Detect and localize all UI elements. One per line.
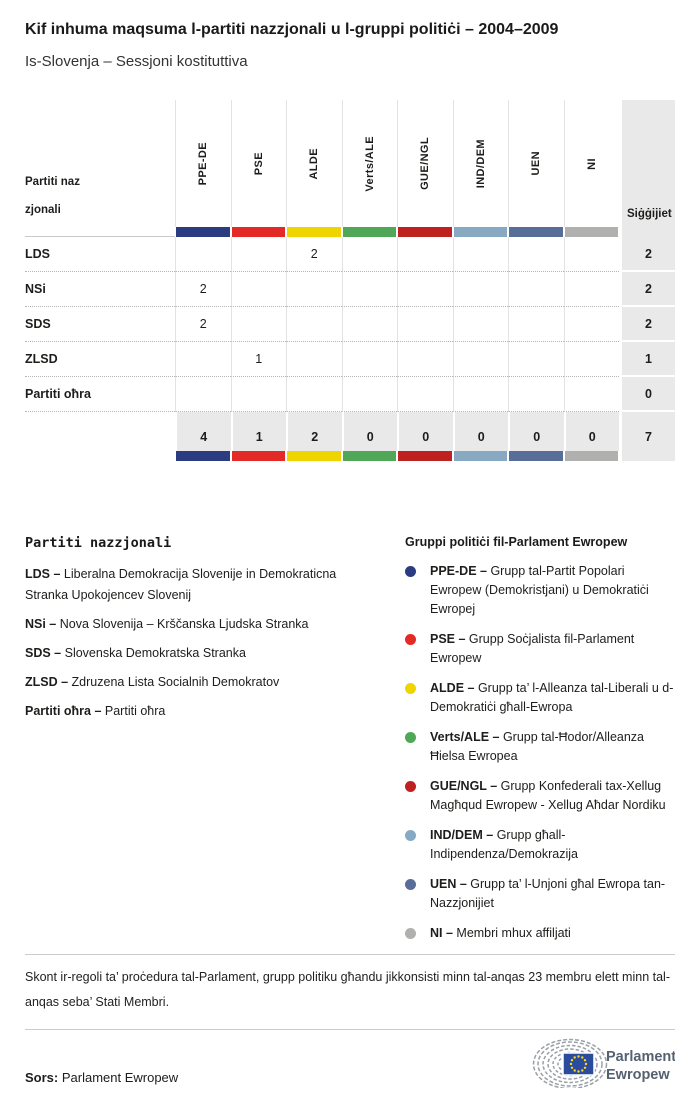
col-header-ppe-de: PPE-DE [175, 100, 231, 227]
seats-cell: 2 [622, 272, 675, 307]
table-cell [286, 342, 342, 377]
col-header-uen: UEN [508, 100, 564, 227]
group-color-bar [175, 451, 231, 461]
row-header-partiti-nazzjonali: Partiti nazzjonali [25, 176, 80, 216]
source-line [25, 1070, 178, 1085]
divider-bottom [25, 1029, 675, 1030]
pse-color-dot [405, 634, 416, 645]
legend-item-uen: UEN – Grupp ta’ l-Unjoni għal Ewropa tan-Nazzjonijiet [405, 875, 675, 913]
table-cell [342, 307, 398, 342]
seats-cell: 2 [622, 237, 675, 272]
seats-cell: 2 [622, 307, 675, 342]
group-color-bar [286, 227, 342, 237]
table-totals-row [25, 412, 675, 451]
legend-item-ind-dem: IND/DEM – Grupp għall-Indipendenza/Demokrazija [405, 826, 675, 864]
table-cell [397, 272, 453, 307]
table-cell [508, 272, 564, 307]
table-row-nsi [25, 272, 675, 307]
totals-cell: 0 [453, 412, 509, 461]
group-color-bar [397, 227, 453, 237]
group-color-bar [453, 227, 509, 237]
legend-item-verts-ale: Verts/ALE – Grupp tal-Ħodor/Alleanza Ħielsa Ewropea [405, 728, 675, 766]
seats-cell: 0 [622, 377, 675, 412]
table-cell [286, 307, 342, 342]
table-cell [397, 307, 453, 342]
table-cell: 1 [231, 342, 287, 377]
legend-item-ppe-de: PPE-DE – Grupp tal-Partit Popolari Ewropew (Demokristjani) u Demokratiċi Ewropej [405, 562, 675, 619]
table-cell [453, 307, 509, 342]
legend-item-alde: ALDE – Grupp ta’ l-Alleanza tal-Liberali u d-Demokratiċi għall-Ewropa [405, 679, 675, 717]
group-color-bar [508, 227, 564, 237]
totals-cell: 0 [342, 412, 398, 461]
seats-table [25, 100, 675, 461]
table-row-partiti-ohra [25, 377, 675, 412]
group-color-bar [453, 451, 509, 461]
empty-cell [25, 451, 175, 461]
ppe-de-color-dot [405, 566, 416, 577]
source-label: Sors: [25, 1070, 59, 1085]
totals-cell: 4 [175, 412, 231, 461]
group-color-bar [342, 227, 398, 237]
totals-cell: 0 [508, 412, 564, 461]
table-cell [453, 237, 509, 272]
table-cell [508, 377, 564, 412]
table-cell [231, 237, 287, 272]
table-cell [231, 272, 287, 307]
group-color-bar [175, 227, 231, 237]
totals-cell: 0 [397, 412, 453, 461]
table-cell [175, 237, 231, 272]
page-title: Kif inhuma maqsuma l-partiti nazzjonali u l-gruppi politiċi – 2004–2009 [25, 21, 559, 38]
group-color-bar [397, 451, 453, 461]
table-cell [397, 377, 453, 412]
logo-text-line1: Parlament [606, 1049, 675, 1065]
table-cell: 2 [175, 272, 231, 307]
legend-political-groups [405, 535, 675, 954]
page-subtitle: Is-Slovenja – Sessjoni kostituttiva [25, 53, 248, 70]
header-underline [25, 227, 175, 237]
table-row-lds [25, 237, 675, 272]
table-cell [231, 307, 287, 342]
group-color-bar-row [25, 227, 675, 237]
logo-text-line2: Ewropew [606, 1067, 670, 1083]
gue-ngl-color-dot [405, 781, 416, 792]
legend-groups-heading: Gruppi politiċi fil-Parlament Ewropew [405, 535, 628, 549]
ind-dem-color-dot [405, 830, 416, 841]
verts-ale-color-dot [405, 732, 416, 743]
table-cell [397, 237, 453, 272]
seats-column-fill [622, 227, 675, 237]
col-header-gue-ngl: GUE/NGL [397, 100, 453, 227]
source-value: Parlament Ewropew [58, 1070, 179, 1085]
table-cell [564, 272, 620, 307]
legend-item-sds: SDS – Slovenska Demokratska Stranka [25, 646, 246, 660]
table-cell: 2 [175, 307, 231, 342]
totals-cell: 0 [564, 412, 620, 461]
footnote: Skont ir-regoli ta’ proċedura tal-Parlament, grupp politiku għandu jikkonsisti minn tal-anqas 23 membru elett minn tal-anqas seba’ Stati Membri. [25, 970, 670, 1009]
group-color-bar [231, 451, 287, 461]
table-cell [508, 307, 564, 342]
group-color-bar [564, 227, 620, 237]
table-cell [564, 237, 620, 272]
table-cell [342, 377, 398, 412]
footer-row [25, 1038, 675, 1093]
col-header-ni: NI [564, 100, 620, 227]
legend-parties-heading: Partiti nazzjonali [25, 535, 172, 551]
group-color-bar [508, 451, 564, 461]
table-cell [564, 307, 620, 342]
alde-color-dot [405, 683, 416, 694]
table-cell [453, 272, 509, 307]
table-cell [342, 272, 398, 307]
table-cell [564, 377, 620, 412]
table-cell [286, 377, 342, 412]
table-header-row [25, 100, 675, 227]
european-parliament-logo [530, 1038, 675, 1093]
col-header-alde: ALDE [286, 100, 342, 227]
col-header-pse: PSE [231, 100, 287, 227]
ni-color-dot [405, 928, 416, 939]
legend-item-nsi: NSi – Nova Slovenija – Krščanska Ljudska Stranka [25, 617, 309, 631]
table-cell [508, 237, 564, 272]
legend-item-zlsd: ZLSD – Zdruzena Lista Socialnih Demokratov [25, 675, 280, 689]
col-header-ind-dem: IND/DEM [453, 100, 509, 227]
party-label: SDS [25, 307, 175, 342]
legend-item-ni: NI – Membri mhux affiljati [405, 924, 675, 943]
party-label: LDS [25, 237, 175, 272]
party-label: Partiti oħra [25, 377, 175, 412]
group-color-bar [286, 451, 342, 461]
legend-column-gap [375, 535, 405, 954]
table-cell [453, 377, 509, 412]
legend-item-partiti-ohra: Partiti oħra – Partiti oħra [25, 704, 166, 718]
party-label: NSi [25, 272, 175, 307]
table-cell [342, 342, 398, 377]
totals-seats-cell: 7 [622, 412, 675, 461]
table-cell [397, 342, 453, 377]
table-row-sds [25, 307, 675, 342]
party-label: ZLSD [25, 342, 175, 377]
legend-section [25, 535, 675, 954]
table-cell [564, 342, 620, 377]
table-cell [453, 342, 509, 377]
legend-item-lds: LDS – Liberalna Demokracija Slovenije in Demokraticna Stranka Upokojencev Slovenij [25, 567, 337, 602]
legend-item-pse: PSE – Grupp Soċjalista fil-Parlament Ewropew [405, 630, 675, 668]
table-cell [508, 342, 564, 377]
uen-color-dot [405, 879, 416, 890]
table-cell: 2 [286, 237, 342, 272]
seats-cell: 1 [622, 342, 675, 377]
legend-item-gue-ngl: GUE/NGL – Grupp Konfederali tax-Xellug Magħqud Ewropew - Xellug Aħdar Nordiku [405, 777, 675, 815]
group-color-bar [342, 451, 398, 461]
col-header-verts-ale: Verts/ALE [342, 100, 398, 227]
col-header-seats: Siġġijiet [622, 100, 675, 227]
table-cell [231, 377, 287, 412]
table-cell [286, 272, 342, 307]
group-color-bar [564, 451, 620, 461]
table-cell [175, 377, 231, 412]
group-color-bar [231, 227, 287, 237]
totals-cell: 2 [286, 412, 342, 461]
table-cell [175, 342, 231, 377]
group-color-bar-row-bottom [25, 451, 675, 461]
legend-national-parties [25, 535, 375, 954]
table-row-zlsd [25, 342, 675, 377]
parliament-hemicycle-icon [530, 1038, 675, 1088]
table-cell [342, 237, 398, 272]
totals-cell: 1 [231, 412, 287, 461]
